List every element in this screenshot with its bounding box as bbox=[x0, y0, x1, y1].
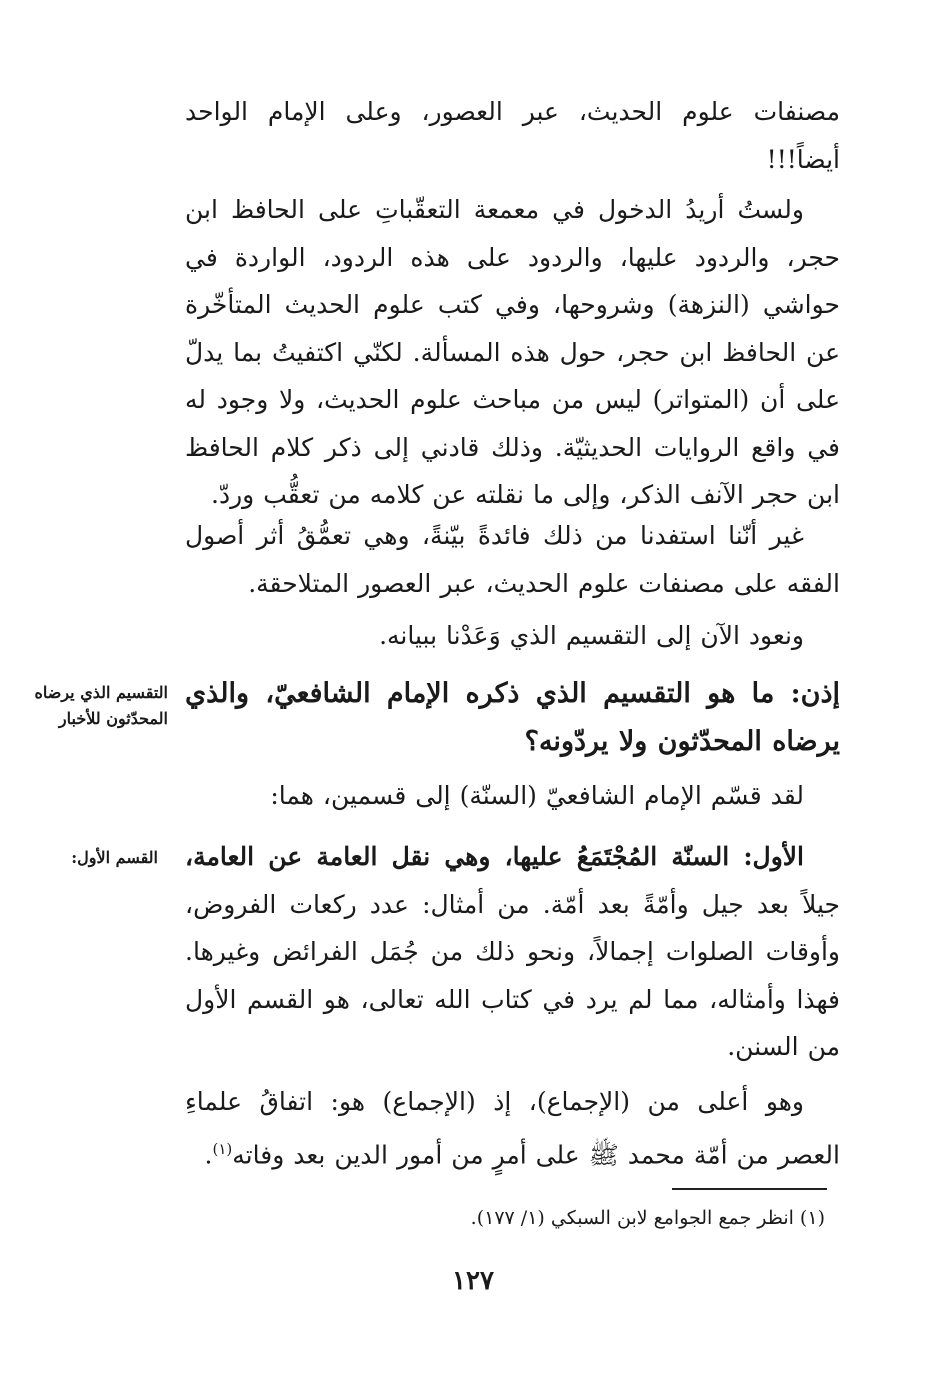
footnote-ref[interactable]: (١) bbox=[212, 1139, 233, 1158]
paragraph-al-awwal bbox=[185, 833, 840, 1071]
page-number: ١٢٧ bbox=[452, 1266, 494, 1296]
paragraph-ta3aqqubat: ولستُ أريدُ الدخول في معمعة التعقّباتِ على الحافظ ابن حجر، والردود عليها، والردود على هذه الردود، الواردة في حواشي (النزهة) وشروحها، وفي كتب علوم الحديث المتأخّرة عن الحافظ ابن حجر، حول هذه المسألة. لكنّي اكتفيتُ بما يدلّ على أن (المتواتر) ليس من مباحث علوم الحديث، ولا وجود له في واقع الروايات الحديثيّة. وذلك قادني إلى ذكر كلام الحافظ ابن حجر الآنف الذكر، وإلى ما نقلته عن كلامه من تعقُّب وردّ. bbox=[185, 195, 840, 509]
section-heading: إذن: ما هو التقسيم الذي ذكره الإمام الشافعيّ، والذي يرضاه المحدّثون ولا يردّونه؟ bbox=[185, 678, 840, 757]
main-text-block-6 bbox=[185, 1078, 840, 1178]
section-heading-block bbox=[185, 670, 840, 766]
footnote-separator bbox=[672, 1188, 827, 1190]
main-text-block-3 bbox=[185, 612, 840, 660]
main-text-block-1 bbox=[185, 186, 840, 519]
margin-note-taqsim: التقسيم الذي يرضاه المحدّثون للأخبار bbox=[34, 683, 168, 728]
footnote: (١) انظر جمع الجوامع لابن السبكي (١/ ١٧٧). bbox=[470, 1207, 825, 1229]
al-awwal-body: جيلاً بعد جيل وأمّةً بعد أمّة. من أمثال: عدد ركعات الفروض، وأوقات الصلوات إجمالاً، ونحو ذلك من جُمَل الفرائض وغيرها. فهذا وأمثاله، مما لم يرد في كتاب الله تعالى، هو القسم الأول من السنن. bbox=[185, 889, 840, 1061]
paragraph-ijma bbox=[185, 1078, 840, 1178]
al-awwal-lead: الأول: السنّة المُجْتَمَعُ عليها، وهي نقل العامة عن العامة، bbox=[185, 842, 804, 871]
main-text-block-5 bbox=[185, 833, 840, 1071]
paragraph-na3ud: ونعود الآن إلى التقسيم الذي وَعَدْنا ببيانه. bbox=[379, 621, 804, 650]
main-text-block-2 bbox=[185, 512, 840, 607]
paragraph-continuation: مصنفات علوم الحديث، عبر العصور، وعلى الإمام الواحد أيضاً!!! bbox=[185, 97, 840, 174]
ijma-end: . bbox=[204, 1139, 213, 1169]
paragraph-qassama: لقد قسّم الإمام الشافعيّ (السنّة) إلى قسمين، هما: bbox=[270, 781, 804, 810]
ijma-text: وهو أعلى من (الإجماع)، إذ (الإجماع) هو: اتفاقُ علماءِ العصر من أمّة محمد ﷺ على أمرٍ من أمور الدين بعد وفاته bbox=[185, 1087, 840, 1169]
main-text-block-4 bbox=[185, 772, 840, 820]
paragraph-fa2ida: غير أنّنا استفدنا من ذلك فائدةً بيّنةً، وهي تعمُّقُ أثر أصول الفقه على مصنفات علوم الحديث، عبر العصور المتلاحقة. bbox=[185, 521, 840, 598]
margin-note-al-qism-al-awwal: القسم الأول: bbox=[71, 848, 158, 867]
main-text-top bbox=[185, 88, 840, 183]
